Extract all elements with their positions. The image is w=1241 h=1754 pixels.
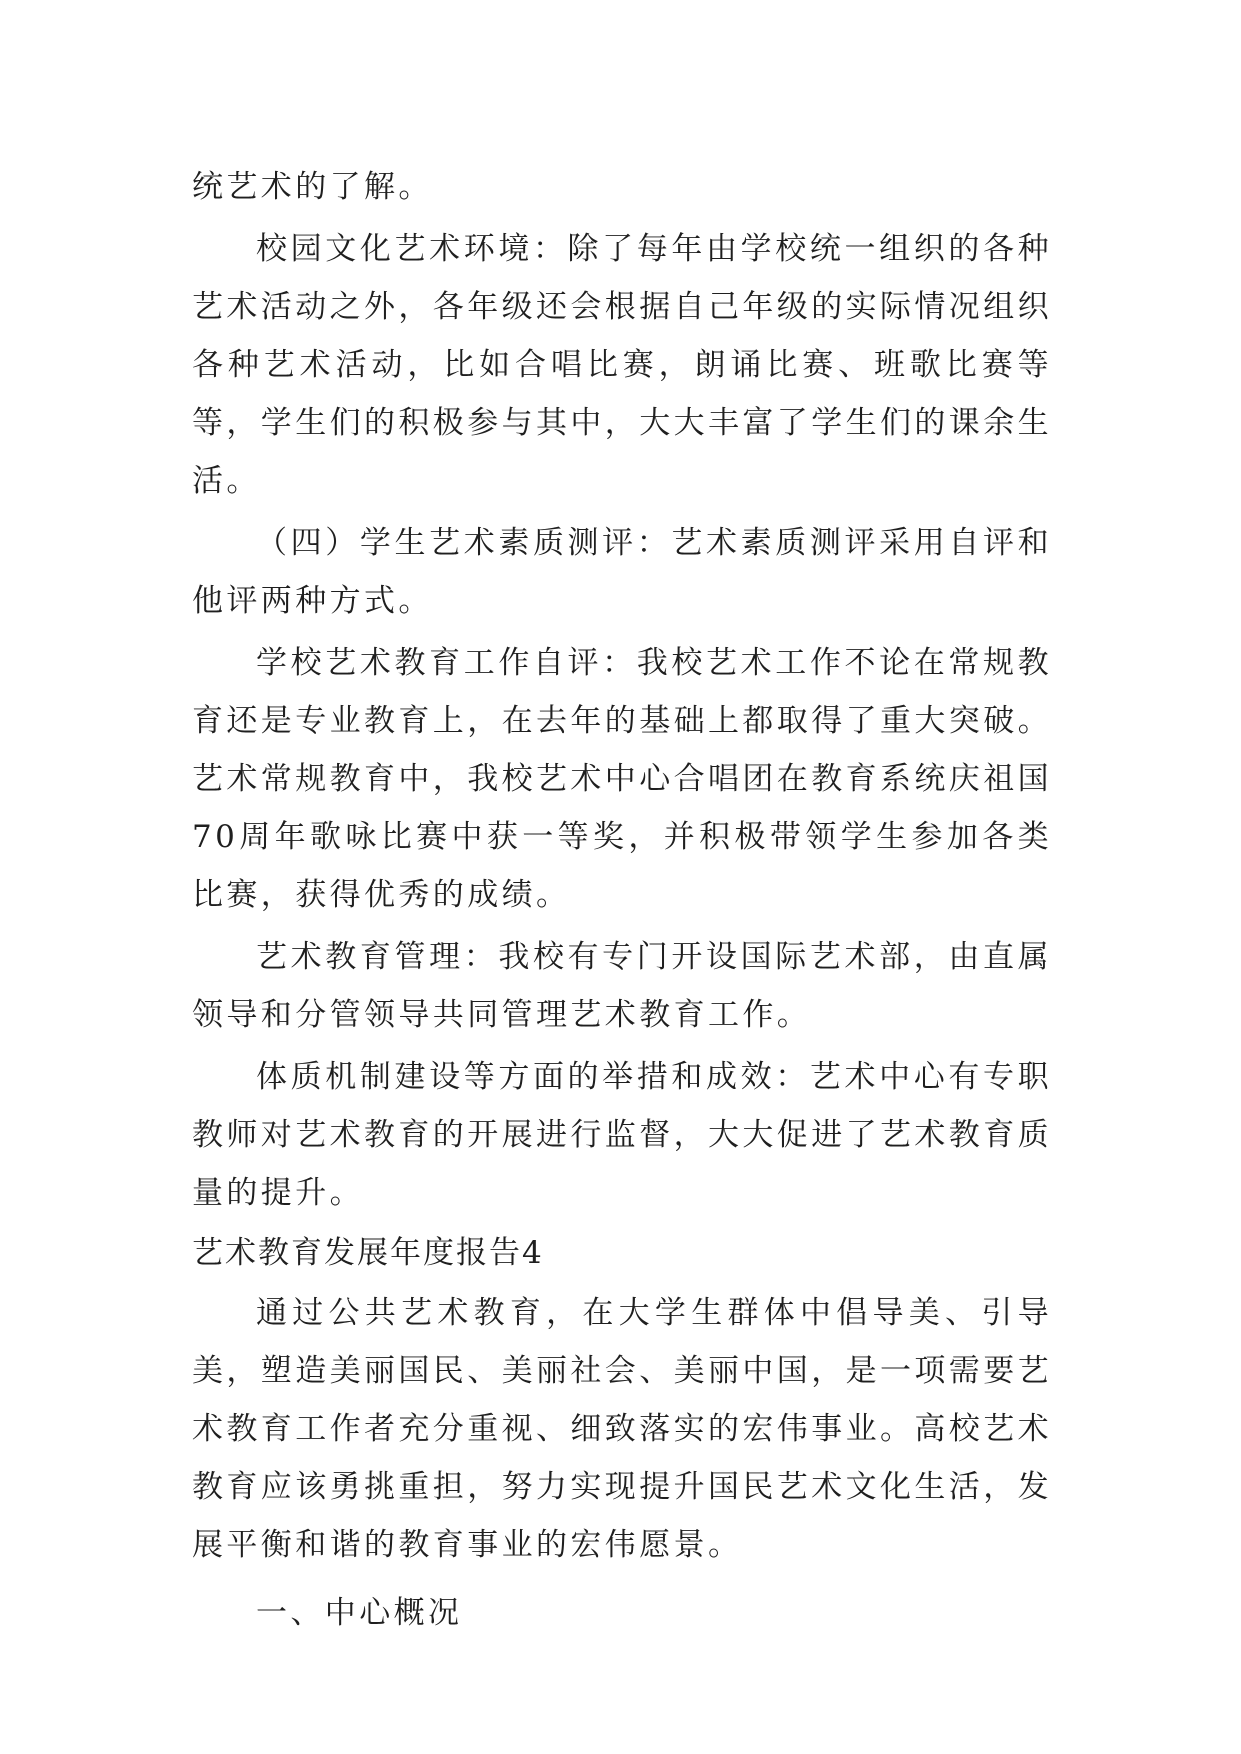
paragraph-campus-art-environment: 校园文化艺术环境：除了每年由学校统一组织的各种艺术活动之外，各年级还会根据自己年级的实际情况组织各种艺术活动，比如合唱比赛，朗诵比赛、班歌比赛等等，学生们的积极参与其中，大大丰富了学生们的课余生活。 bbox=[192, 231, 1052, 499]
paragraph-self-evaluation: 学校艺术教育工作自评：我校艺术工作不论在常规教育还是专业教育上，在去年的基础上都取得了重大突破。艺术常规教育中，我校艺术中心合唱团在教育系统庆祖国70周年歌咏比赛中获一等奖，并积极带领学生参加各类比赛，获得优秀的成绩。 bbox=[192, 645, 1052, 913]
paragraph-art-education-management: 艺术教育管理：我校有专门开设国际艺术部，由直属领导和分管领导共同管理艺术教育工作。 bbox=[192, 939, 1052, 1033]
paragraph-continuation: 统艺术的了解。 bbox=[192, 169, 433, 205]
paragraph-system-construction: 体质机制建设等方面的举措和成效：艺术中心有专职教师对艺术教育的开展进行监督，大大促进了艺术教育质量的提升。 bbox=[192, 1059, 1052, 1211]
subsection-heading: 一、中心概况 bbox=[256, 1595, 463, 1631]
paragraph-art-quality-assessment: （四）学生艺术素质测评：艺术素质测评采用自评和他评两种方式。 bbox=[192, 525, 1052, 619]
section-heading: 艺术教育发展年度报告4 bbox=[192, 1235, 544, 1271]
document-body bbox=[192, 158, 1052, 1642]
paragraph-public-art-education: 通过公共艺术教育，在大学生群体中倡导美、引导美，塑造美丽国民、美丽社会、美丽中国，是一项需要艺术教育工作者充分重视、细致落实的宏伟事业。高校艺术教育应该勇挑重担，努力实现提升国民艺术文化生活，发展平衡和谐的教育事业的宏伟愿景。 bbox=[192, 1295, 1052, 1563]
